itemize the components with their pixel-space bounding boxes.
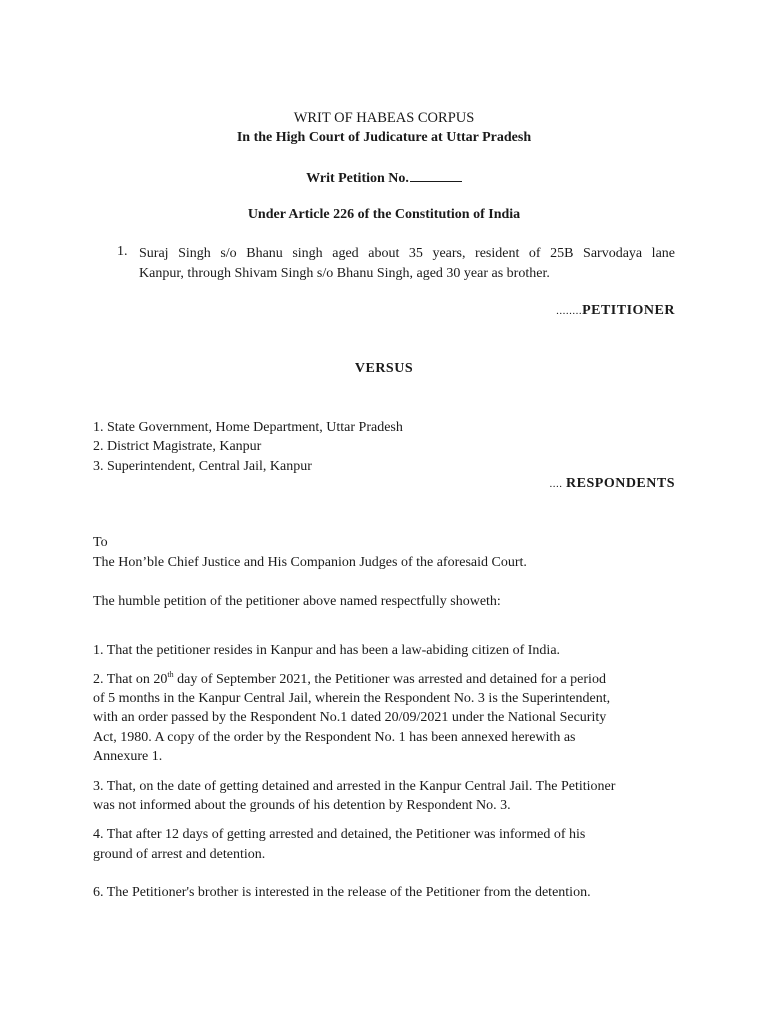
paragraph-2-line-5: Annexure 1.	[93, 749, 163, 764]
respondent-item: 2. District Magistrate, Kanpur	[93, 439, 262, 454]
petitioner-dots: ........	[556, 305, 583, 317]
petition-no-blank	[410, 168, 462, 182]
paragraph-4-line-1: 4. That after 12 days of getting arrested and detained, the Petitioner was informed of his	[93, 827, 586, 842]
paragraph-2-line-4: Act, 1980. A copy of the order by the Respondent No. 1 has been annexed herewith as	[93, 730, 576, 745]
respondents-label	[550, 476, 675, 492]
paragraph-4-line-2: ground of arrest and detention.	[93, 847, 266, 862]
writ-petition-number	[0, 168, 768, 187]
court-name: In the High Court of Judicature at Uttar Pradesh	[236, 130, 532, 145]
paragraph-2-line-3: with an order passed by the Respondent No.1 dated 20/09/2021 under the National Security	[93, 710, 607, 725]
paragraph-3-line-2: was not informed about the grounds of his detention by Respondent No. 3.	[93, 798, 511, 813]
opening-line: The humble petition of the petitioner above named respectfully showeth:	[93, 594, 501, 609]
petition-no-label: Writ Petition No.	[306, 171, 409, 186]
to-line: To	[93, 535, 108, 550]
paragraph-2-text: 2. That on 20	[93, 672, 168, 687]
paragraph-2-line-1	[93, 670, 606, 690]
article-line: Under Article 226 of the Constitution of India	[247, 207, 521, 222]
petitioner-line-1: Suraj Singh s/o Bhanu singh aged about 35 years, resident of 25B Sarvodaya lane	[139, 246, 675, 261]
versus-heading: VERSUS	[354, 361, 414, 376]
document-title: WRIT OF HABEAS CORPUS	[293, 110, 475, 126]
respondent-item: 1. State Government, Home Department, Uttar Pradesh	[93, 420, 403, 435]
paragraph-2-text: day of September 2021, the Petitioner was arrested and detained for a period	[173, 672, 606, 687]
recipient-line: The Hon’ble Chief Justice and His Companion Judges of the aforesaid Court.	[93, 555, 527, 570]
paragraph-3-line-1: 3. That, on the date of getting detained and arrested in the Kanpur Central Jail. The Petitioner	[93, 779, 616, 794]
petitioner-label	[556, 303, 675, 319]
paragraph-1: 1. That the petitioner resides in Kanpur and has been a law-abiding citizen of India.	[93, 643, 561, 658]
paragraph-2-line-2: of 5 months in the Kanpur Central Jail, wherein the Respondent No. 3 is the Superintendent,	[93, 691, 611, 706]
petitioner-line-2: Kanpur, through Shivam Singh s/o Bhanu Singh, aged 30 year as brother.	[139, 266, 550, 281]
respondents-word: RESPONDENTS	[566, 476, 675, 491]
respondent-item: 3. Superintendent, Central Jail, Kanpur	[93, 459, 312, 474]
petitioner-list-number: 1.	[117, 244, 128, 259]
respondents-dots: ....	[549, 478, 563, 490]
paragraph-6: 6. The Petitioner's brother is interested in the release of the Petitioner from the detention.	[93, 885, 591, 900]
petitioner-word: PETITIONER	[582, 303, 675, 318]
ordinal-suffix: th	[167, 670, 174, 679]
